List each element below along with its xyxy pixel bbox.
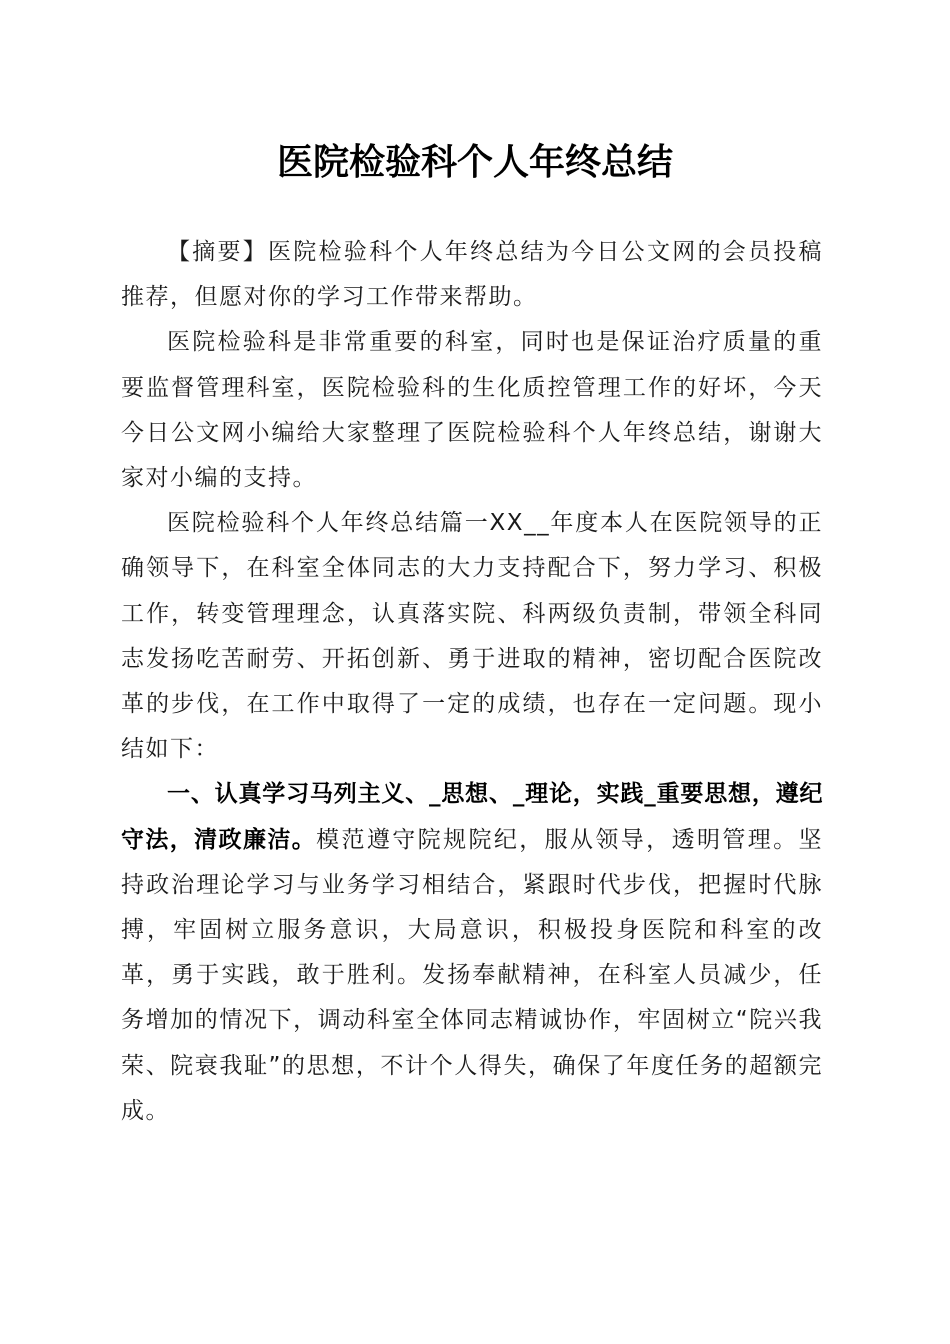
section-one-paragraph [121, 772, 823, 1134]
abstract-paragraph: 【摘要】医院检验科个人年终总结为今日公文网的会员投稿推荐，但愿对你的学习工作带来帮助。 [121, 239, 823, 311]
intro-paragraph: 医院检验科是非常重要的科室，同时也是保证治疗质量的重要监督管理科室，医院检验科的生化质控管理工作的好坏，今天今日公文网小编给大家整理了医院检验科个人年终总结，谢谢大家对小编的支持。 [121, 329, 823, 492]
summary-paragraph: 医院检验科个人年终总结篇一XX__年度本人在医院领导的正确领导下，在科室全体同志的大力支持配合下，努力学习、积极工作，转变管理理念，认真落实院、科两级负责制，带领全科同志发扬吃苦耐劳、开拓创新、勇于进取的精神，密切配合医院改革的步伐，在工作中取得了一定的成绩，也存在一定问题。现小结如下： [121, 510, 823, 763]
document-title: 医院检验科个人年终总结 [276, 141, 673, 183]
document-body [121, 230, 823, 1134]
section-one-heading: 一、认真学习马列主义、_思想、_理论，实践_重要思想，遵纪守法，清政廉洁。 [121, 781, 823, 853]
section-one-text: 模范遵守院规院纪，服从领导，透明管理。坚持政治理论学习与业务学习相结合，紧跟时代步伐，把握时代脉搏，牢固树立服务意识，大局意识，积极投身医院和科室的改革，勇于实践，敢于胜利。发扬奉献精神，在科室人员减少，任务增加的情况下，调动科室全体同志精诚协作，牢固树立“院兴我荣、院衰我耻”的思想，不计个人得失，确保了年度任务的超额完成。 [121, 826, 824, 1124]
